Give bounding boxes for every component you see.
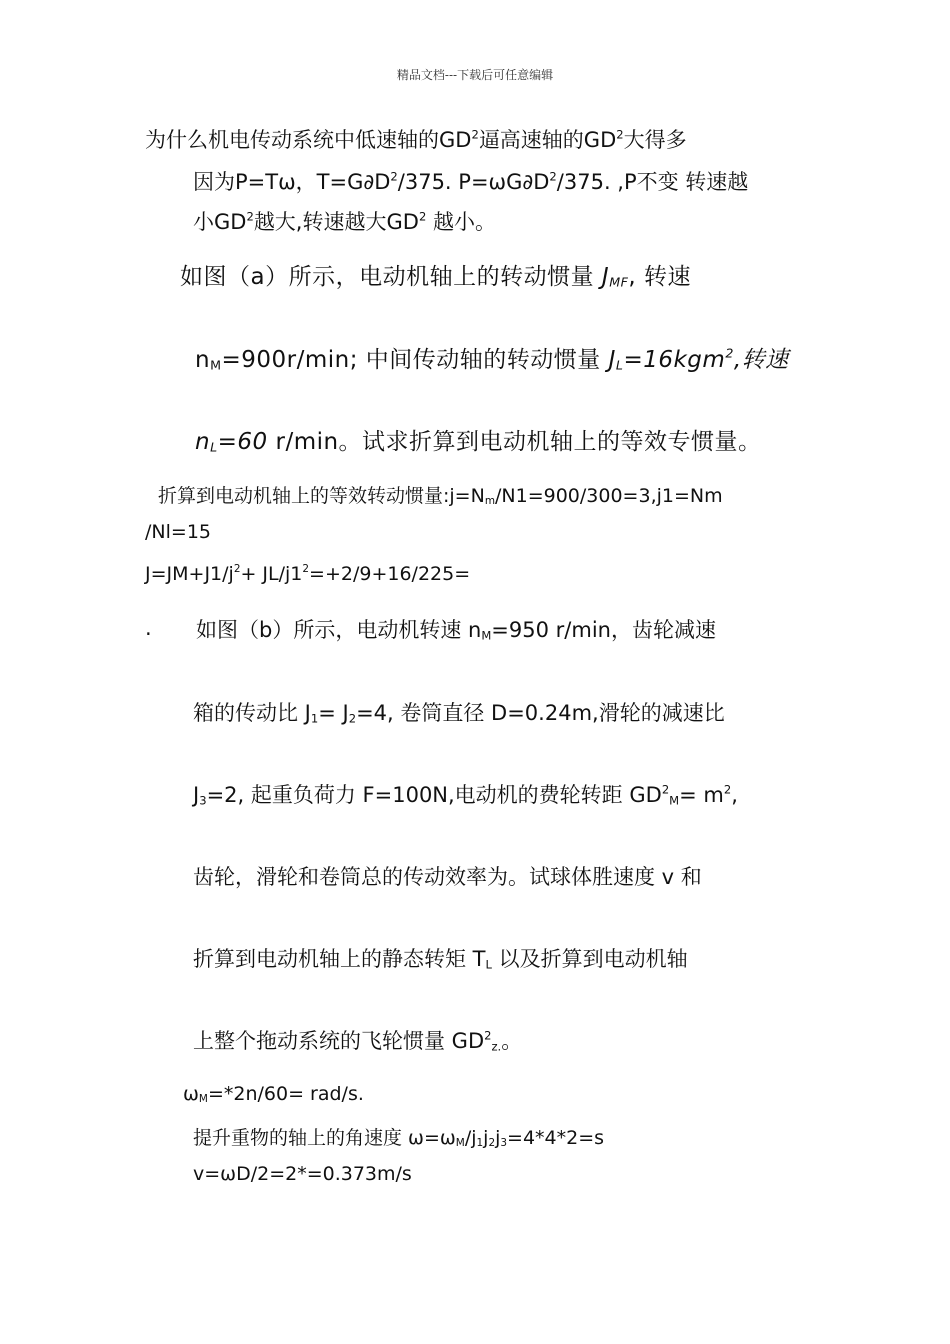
- text: ,: [731, 783, 738, 807]
- superscript: 2: [725, 345, 734, 361]
- solution-3-line-2: [193, 1123, 604, 1150]
- question-3-line-1: [196, 614, 716, 644]
- text: =4, 卷筒直径 D=0.24m,滑轮的减速比: [356, 701, 725, 725]
- text: J: [193, 783, 200, 807]
- question-2-line-1: [180, 258, 691, 291]
- text: =4*4*2=s: [507, 1127, 605, 1149]
- text: 折算到电动机轴上的等效转动惯量:j=N: [158, 485, 485, 507]
- subscript: 3: [500, 1137, 508, 1150]
- superscript: 2: [471, 127, 479, 142]
- superscript: 2: [390, 169, 398, 184]
- text: 。: [501, 1029, 523, 1053]
- subscript: M: [669, 793, 680, 808]
- solution-3-line-3: v=ωD/2=2*=0.373m/s: [193, 1163, 412, 1185]
- superscript: 2: [661, 782, 670, 797]
- text: r/min。试求折算到电动机轴上的等效专惯量。: [267, 429, 762, 455]
- subscript: z.: [491, 1039, 502, 1054]
- text: 上整个拖动系统的飞轮惯量 GD: [193, 1029, 485, 1053]
- answer-1-line-2: [193, 206, 496, 236]
- text: /j: [464, 1127, 477, 1149]
- text: = m: [679, 783, 724, 807]
- text: =900r/min; 中间传动轴的转动惯量: [221, 347, 609, 373]
- text: 越大,转速越大GD: [253, 210, 419, 234]
- subscript: 1: [476, 1137, 484, 1150]
- text: 逼高速轴的GD: [478, 128, 617, 152]
- subscript: M: [455, 1137, 465, 1150]
- text: 因为P=Tω，T=G∂D: [193, 170, 391, 194]
- text: =*2n/60= rad/s.: [207, 1083, 364, 1105]
- superscript: 2: [484, 1028, 492, 1043]
- subscript: L: [615, 357, 624, 373]
- text: 提升重物的轴上的角速度 ω=ω: [193, 1127, 456, 1149]
- superscript: 2: [233, 563, 241, 576]
- subscript: m: [484, 495, 495, 508]
- answer-1-line-1: [193, 166, 748, 196]
- text: =2, 起重负荷力 F=100N,电动机的费轮转距 GD: [206, 783, 662, 807]
- text: j: [483, 1127, 489, 1149]
- subscript: M: [198, 1093, 208, 1106]
- text: =16kgm: [623, 347, 726, 373]
- solution-3-line-1: [183, 1083, 364, 1105]
- question-3-line-5: [193, 943, 688, 973]
- question-3-line-4: 齿轮，滑轮和卷筒总的传动效率为。试球体胜速度 v 和: [193, 865, 702, 889]
- subscript: 2: [488, 1137, 496, 1150]
- text: , 转速: [628, 264, 692, 290]
- question-1-title: [145, 124, 687, 154]
- text: 越小。: [426, 210, 496, 234]
- text: n: [195, 429, 211, 455]
- superscript: 2: [302, 563, 310, 576]
- question-3-dot: .: [145, 616, 152, 640]
- page-header: 精品文档---下载后可任意编辑: [396, 68, 554, 82]
- text: 为什么机电传动系统中低速轴的GD: [145, 128, 472, 152]
- text: 如图（a）所示，电动机轴上的转动惯量: [180, 264, 602, 290]
- superscript: 2: [549, 169, 557, 184]
- subscript: MF: [609, 274, 629, 290]
- superscript: 2: [418, 209, 427, 224]
- question-2-line-3: [195, 423, 762, 456]
- text: n: [195, 347, 211, 373]
- text: 如图（b）所示，电动机转速 n: [196, 618, 482, 642]
- subscript: M: [481, 628, 492, 643]
- solution-2-line-2: /Nl=15: [145, 521, 211, 543]
- subscript: 2: [348, 711, 357, 726]
- question-3-line-6: [193, 1025, 522, 1055]
- text: + JL/j1: [240, 563, 303, 585]
- question-2-line-2: [195, 341, 789, 374]
- text: 折算到电动机轴上的静态转矩 T: [193, 947, 486, 971]
- text: /N1=900/300=3,j1=Nm: [495, 485, 723, 507]
- subscript: L: [485, 957, 492, 972]
- text: 大得多: [623, 128, 687, 152]
- text: = J: [318, 701, 349, 725]
- text: /375. P=ωG∂D: [397, 170, 550, 194]
- solution-2-line-1: [158, 481, 723, 508]
- text: =950 r/min，齿轮减速: [491, 618, 716, 642]
- subscript: M: [210, 357, 222, 373]
- question-3-line-2: [193, 697, 725, 727]
- subscript: 1: [310, 711, 319, 726]
- question-3-line-3: [193, 779, 738, 809]
- text: =+2/9+16/225=: [309, 563, 471, 585]
- text: =60: [217, 429, 268, 455]
- subscript: 3: [199, 793, 207, 808]
- text: 以及折算到电动机轴: [491, 947, 688, 971]
- symbol: J: [601, 264, 610, 290]
- superscript: 2: [246, 209, 254, 224]
- superscript: 2: [616, 127, 624, 142]
- text: ω: [183, 1083, 199, 1105]
- symbol: J: [608, 347, 616, 373]
- text: ,转速: [733, 347, 789, 373]
- text: 小GD: [193, 210, 247, 234]
- superscript: 2: [723, 782, 732, 797]
- text: j: [495, 1127, 501, 1149]
- subscript: L: [210, 439, 218, 455]
- text: J=JM+J1/j: [145, 563, 234, 585]
- solution-2-line-3: [145, 563, 470, 585]
- text: /375. ,P不变 转速越: [556, 170, 749, 194]
- text: 箱的传动比 J: [193, 701, 311, 725]
